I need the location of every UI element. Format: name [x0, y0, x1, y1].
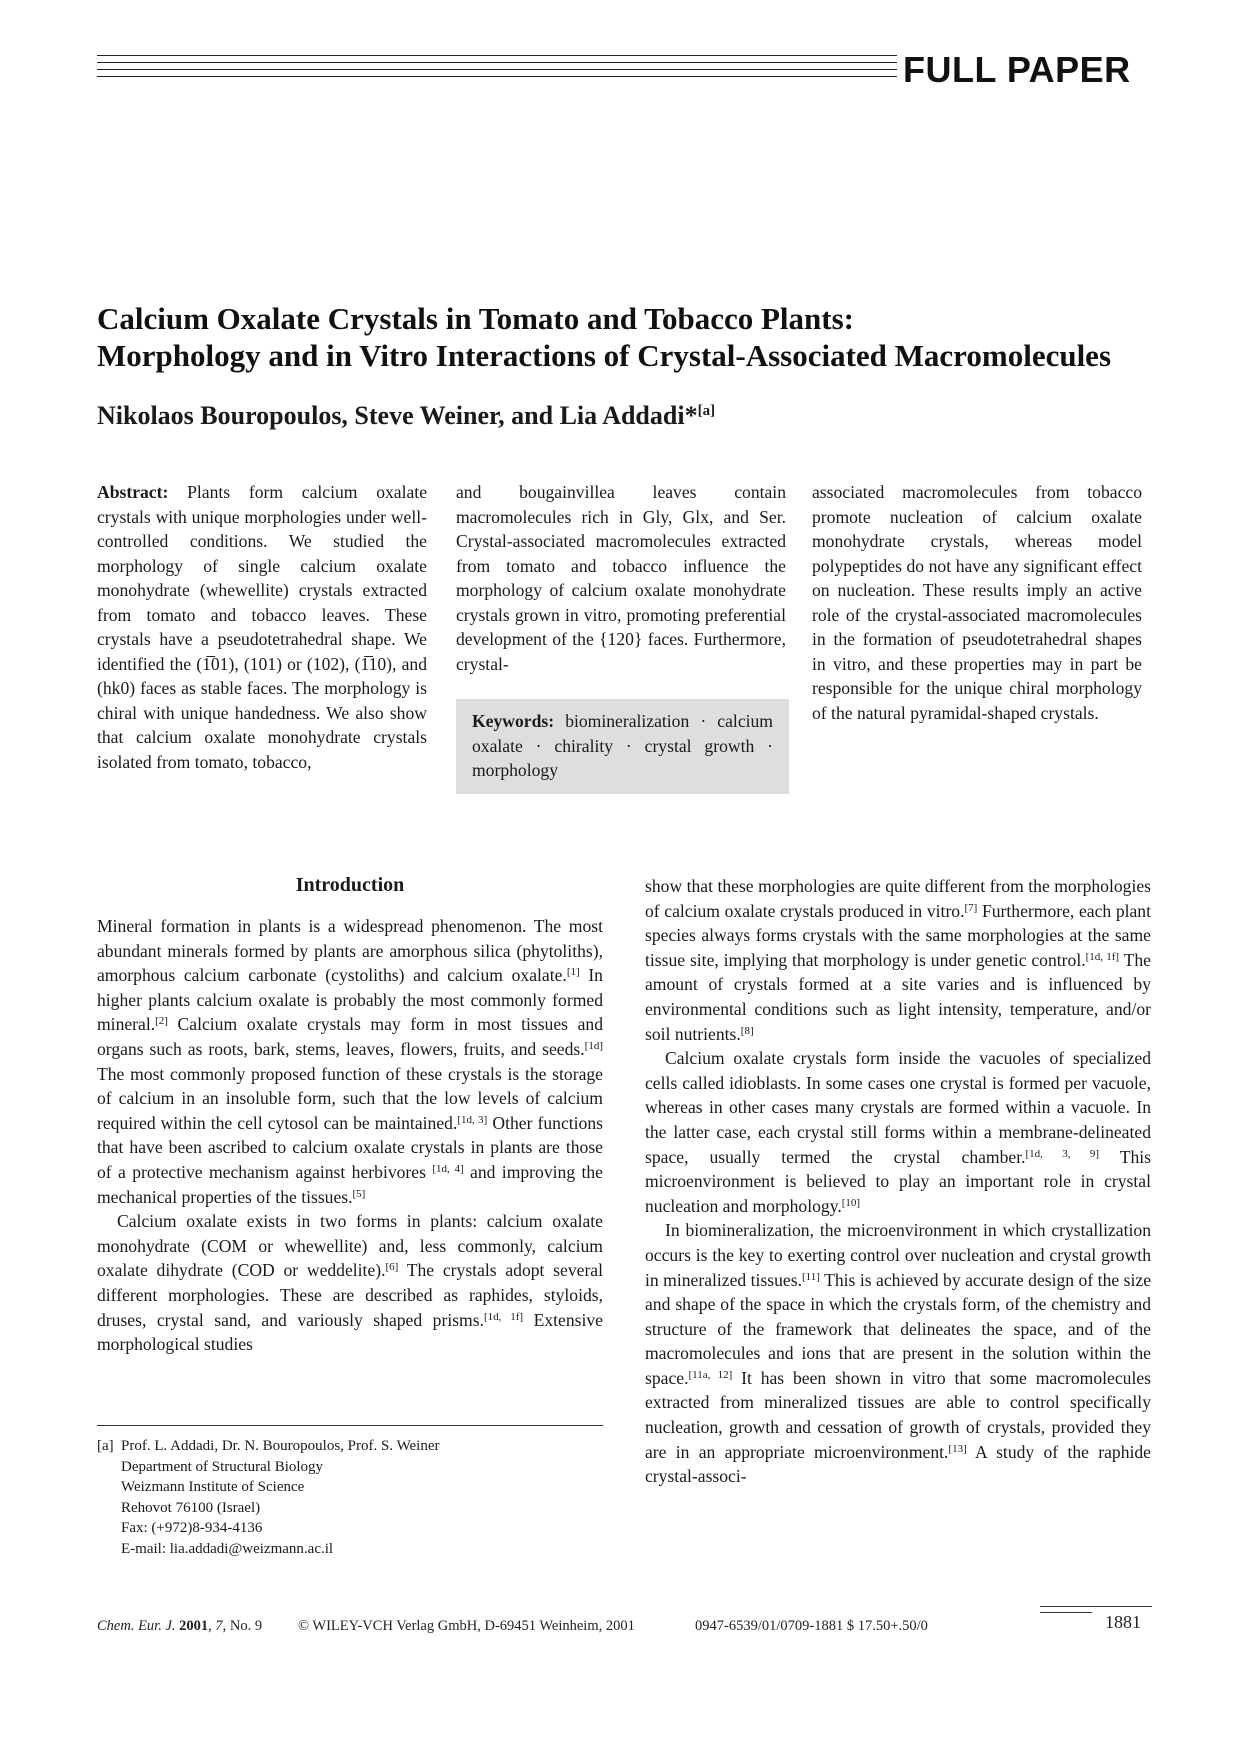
page-number: 1881	[1105, 1612, 1141, 1632]
citation: [1d, 4]	[432, 1162, 464, 1175]
affiliation-footnote	[97, 1436, 603, 1559]
citation: [5]	[352, 1187, 366, 1200]
body-column-right	[645, 874, 1151, 1489]
citation: [11a, 12]	[688, 1368, 733, 1381]
title-line-2: Morphology and in Vitro Interactions of Crystal-Associated Macromolecules	[97, 338, 1112, 373]
citation: [11]	[802, 1270, 820, 1283]
section-heading-introduction: Introduction	[295, 874, 405, 896]
journal-volume: 7	[215, 1618, 223, 1634]
citation: [8]	[740, 1024, 754, 1037]
section-label: FULL PAPER	[903, 49, 1131, 90]
intro-paragraph-4: Calcium oxalate crystals form inside the vacuoles of specialized cells called idioblasts. In some cases one crystal is formed per vacuole, whereas in other cases many crystals are formed within a vacuole. In the latter case, each crystal still forms within a membrane-delineated space, usually termed the crystal chamber.[1d, 3, 9] This microenvironment is believed to play an important role in crystal nucleation and morphology.[10]	[645, 1048, 1152, 1216]
footnote-line: Department of Structural Biology	[121, 1458, 324, 1475]
footnote-line: Fax: (+972)8-934-4136	[121, 1520, 263, 1536]
citation: [13]	[948, 1442, 967, 1455]
footnote-line: Rehovot 76100 (Israel)	[121, 1499, 261, 1516]
footnote-rule	[97, 1425, 603, 1426]
author-list	[97, 400, 1097, 432]
citation: [1d, 3]	[457, 1113, 488, 1126]
journal-issue: , No. 9	[222, 1618, 263, 1634]
journal-name: Chem. Eur. J.	[97, 1618, 176, 1634]
article-title	[97, 300, 1157, 374]
abstract-label: Abstract:	[97, 482, 169, 502]
citation: [6]	[385, 1261, 399, 1274]
intro-paragraph-5: In biomineralization, the microenvironment in which crystallization occurs is the key to exerting control over nucleation and crystal growth in mineralized tissues.[11] This is achieved by accurate design of the size and shape of the space in which the crystals form, of the chemistry and structure of the framework that delineates the space, and of the macromolecules and ions that are present in the solution within the space.[11a, 12] It has been shown in vitro that some macromolecules extracted from mineralized tissues are able to control specifically nucleation, growth and cessation of growth of crystals, provided they are in an appropriate microenvironment.[13] A study of the raphide crystal-associ-	[645, 1220, 1152, 1487]
footer-publisher: © WILEY-VCH Verlag GmbH, D-69451 Weinheim, 2001	[298, 1618, 635, 1634]
abstract-text-3: associated macromolecules from tobacco promote nucleation of calcium oxalate monohydrate crystals, whereas model polypeptides do not have any significant effect on nucleation. These results imply an active role of the crystal-associated macromolecules in the formation of pseudotetrahedral shapes in vitro, and these properties may in part be responsible for the unique chiral morphology of the natural pyramidal-shaped crystals.	[812, 482, 1142, 723]
author-names: Nikolaos Bouropoulos, Steve Weiner, and Lia Addadi*	[97, 401, 698, 430]
abstract-text-1: Plants form calcium oxalate crystals with unique morphologies under well-controlled conditions. We studied the morphology of single calcium oxalate monohydrate (whewellite) crystals extracted from tomato and tobacco leaves. These crystals have a pseudotetrahedral shape. We identified the (1̅01), (101) or (102), (1̅10), and (hk0) faces as stable faces. The morphology is chiral with unique handedness. We also show that calcium oxalate monohydrate crystals isolated from tomato, tobacco,	[97, 482, 428, 772]
keywords-list: biomineralization · calcium oxalate · chirality · crystal growth · morphology	[472, 711, 773, 780]
citation: [1d, 3, 9]	[1025, 1147, 1100, 1160]
intro-paragraph-2: Calcium oxalate exists in two forms in plants: calcium oxalate monohydrate (COM or whewellite) and, less commonly, calcium oxalate dihydrate (COD or weddelite).[6] The crystals adopt several different morphologies. These are described as raphides, styloids, druses, crystal sand, and variously shaped prisms.[1d, 1f] Extensive morphological studies	[97, 1211, 603, 1355]
citation: [1d, 1f]	[1085, 950, 1120, 963]
footnote-email: E-mail: lia.addadi@weizmann.ac.il	[121, 1540, 334, 1557]
abstract-column-1	[97, 480, 427, 774]
intro-paragraph-1: Mineral formation in plants is a widespread phenomenon. The most abundant minerals formed by plants are amorphous silica (phytoliths), amorphous calcium carbonate (cystoliths) and calcium oxalate.[1] In higher plants calcium oxalate is probably the most commonly formed mineral.[2] Calcium oxalate crystals may form in most tissues and organs such as roots, bark, stems, leaves, flowers, fruits, and seeds.[1d] The most commonly proposed function of these crystals is the storage of calcium in an insoluble form, such that the low levels of calcium required within the cell cytosol can be maintained.[1d, 3] Other functions that have been ascribed to calcium oxalate crystals in plants are those of a protective mechanism against herbivores [1d, 4] and improving the mechanical properties of the tissues.[5]	[97, 916, 603, 1207]
footnote-mark: [a]	[97, 1438, 114, 1454]
title-line-1: Calcium Oxalate Crystals in Tomato and Tobacco Plants:	[97, 301, 854, 336]
keywords-label: Keywords:	[472, 711, 555, 731]
citation: [10]	[841, 1196, 861, 1209]
footnote-line: Prof. L. Addadi, Dr. N. Bouropoulos, Prof. S. Weiner	[121, 1438, 440, 1454]
footer-citation: Chem. Eur. J. 2001, 7, No. 9	[97, 1618, 263, 1634]
header-rules	[97, 55, 897, 83]
citation: [7]	[964, 901, 978, 914]
intro-paragraph-3: show that these morphologies are quite different from the morphologies of calcium oxalate crystals produced in vitro.[7] Furthermore, each plant species always forms crystals with the same morphologies at the same tissue site, implying that morphology is under genetic control.[1d, 1f] The amount of crystals formed at a site varies and is influenced by environmental conditions such as light intensity, temperature, and/or soil nutrients.[8]	[645, 876, 1151, 1044]
abstract-text-2: and bougainvillea leaves contain macromolecules rich in Gly, Glx, and Ser. Crystal-associated macromolecules extracted from tomato and tobacco influence the morphology of calcium oxalate monohydrate crystals grown in vitro, promoting preferential development of the {120} faces. Furthermore, crystal-	[456, 482, 786, 674]
keywords-box	[456, 699, 789, 794]
footnote-line: Weizmann Institute of Science	[121, 1479, 305, 1495]
affiliation-mark: [a]	[697, 403, 716, 419]
citation: [2]	[155, 1015, 168, 1028]
body-column-left	[97, 866, 603, 1357]
footer-code: 0947-6539/01/0709-1881 $ 17.50+.50/0	[695, 1618, 928, 1634]
abstract-column-2	[456, 480, 786, 676]
journal-year: 2001	[179, 1618, 209, 1634]
abstract-column-3	[812, 480, 1142, 725]
citation: [1d, 1f]	[484, 1310, 524, 1323]
citation: [1d]	[584, 1039, 603, 1052]
citation: [1]	[566, 966, 580, 979]
